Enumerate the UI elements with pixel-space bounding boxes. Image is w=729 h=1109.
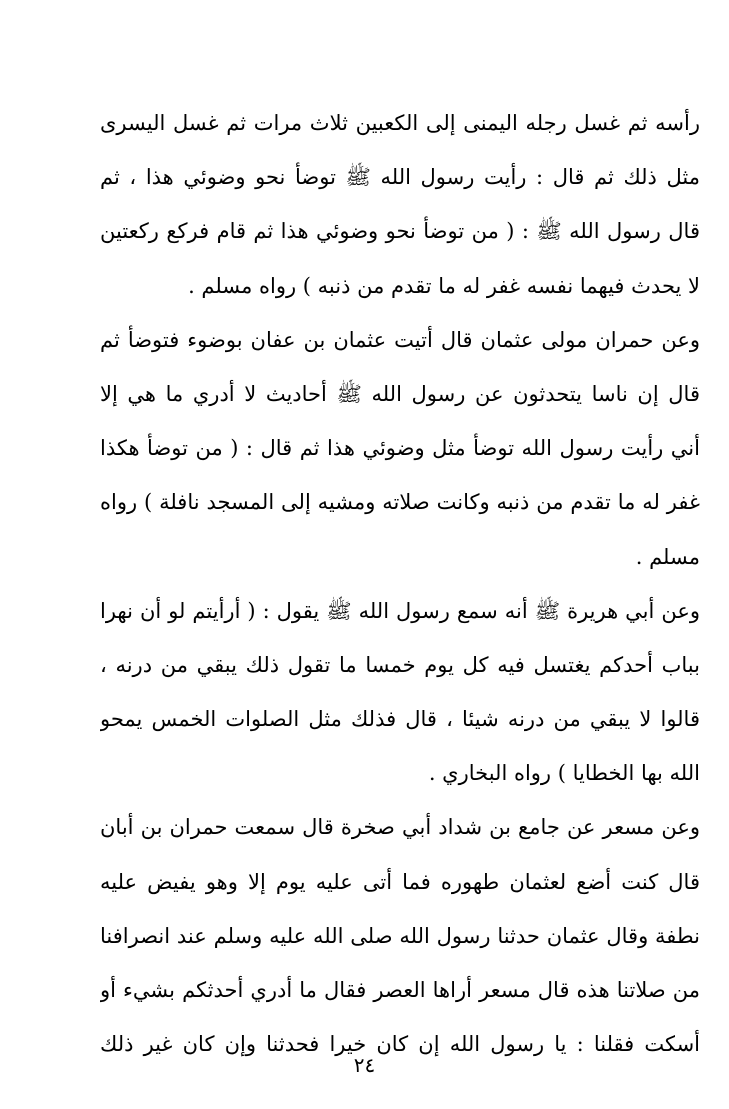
text-line: لا يحدث فيهما نفسه غفر له ما تقدم من ذنبه ) رواه مسلم .	[188, 273, 700, 298]
text-line: بباب أحدكم يغتسل فيه كل يوم خمسا ما تقول ذلك يبقي من درنه ،	[100, 652, 700, 677]
paragraph	[100, 584, 700, 801]
text-line: رأسه ثم غسل رجله اليمنى إلى الكعبين ثلاث مرات ثم غسل اليسرى	[100, 111, 700, 135]
text-body	[100, 96, 700, 1071]
text-line: قال كنت أضع لعثمان طهوره فما أتى عليه يوم إلا وهو يفيض عليه	[100, 869, 700, 894]
page-number: ٢٤	[353, 1053, 376, 1077]
text-line: مسلم .	[635, 544, 700, 569]
paragraph	[100, 313, 700, 584]
text-line: مثل ذلك ثم قال : رأيت رسول الله ﷺ توضأ نحو وضوئي هذا ، ثم	[100, 165, 700, 190]
text-line: الله بها الخطايا ) رواه البخاري .	[428, 761, 700, 786]
paragraph	[100, 800, 700, 1071]
text-line: من صلاتنا هذه قال مسعر أراها العصر فقال ما أدري أحدثكم بشيء أو	[100, 978, 700, 1002]
text-line: قال إن ناسا يتحدثون عن رسول الله ﷺ أحاديث لا أدري ما هي إلا	[100, 381, 700, 406]
text-line: وعن أبي هريرة ﷺ أنه سمع رسول الله ﷺ يقول : ( أرأيتم لو أن نهرا	[100, 598, 700, 623]
paragraph	[100, 96, 700, 313]
text-line: غفر له ما تقدم من ذنبه وكانت صلاته ومشيه إلى المسجد نافلة ) رواه	[100, 490, 700, 515]
text-line: أني رأيت رسول الله توضأ مثل وضوئي هذا ثم قال : ( من توضأ هكذا	[100, 436, 700, 461]
text-line: قالوا لا يبقي من درنه شيئا ، قال فذلك مثل الصلوات الخمس يمحو	[100, 707, 700, 732]
text-line: وعن مسعر عن جامع بن شداد أبي صخرة قال سمعت حمران بن أبان	[100, 815, 700, 840]
text-line: قال رسول الله ﷺ : ( من توضأ نحو وضوئي هذا ثم قام فركع ركعتين	[100, 219, 700, 244]
text-line: وعن حمران مولى عثمان قال أتيت عثمان بن عفان بوضوء فتوضأ ثم	[100, 327, 700, 352]
text-line: أسكت فقلنا : يا رسول الله إن كان خيرا فحدثنا وإن كان غير ذلك	[100, 1032, 700, 1057]
text-line: نطفة وقال عثمان حدثنا رسول الله صلى الله عليه وسلم عند انصرافنا	[100, 923, 700, 948]
